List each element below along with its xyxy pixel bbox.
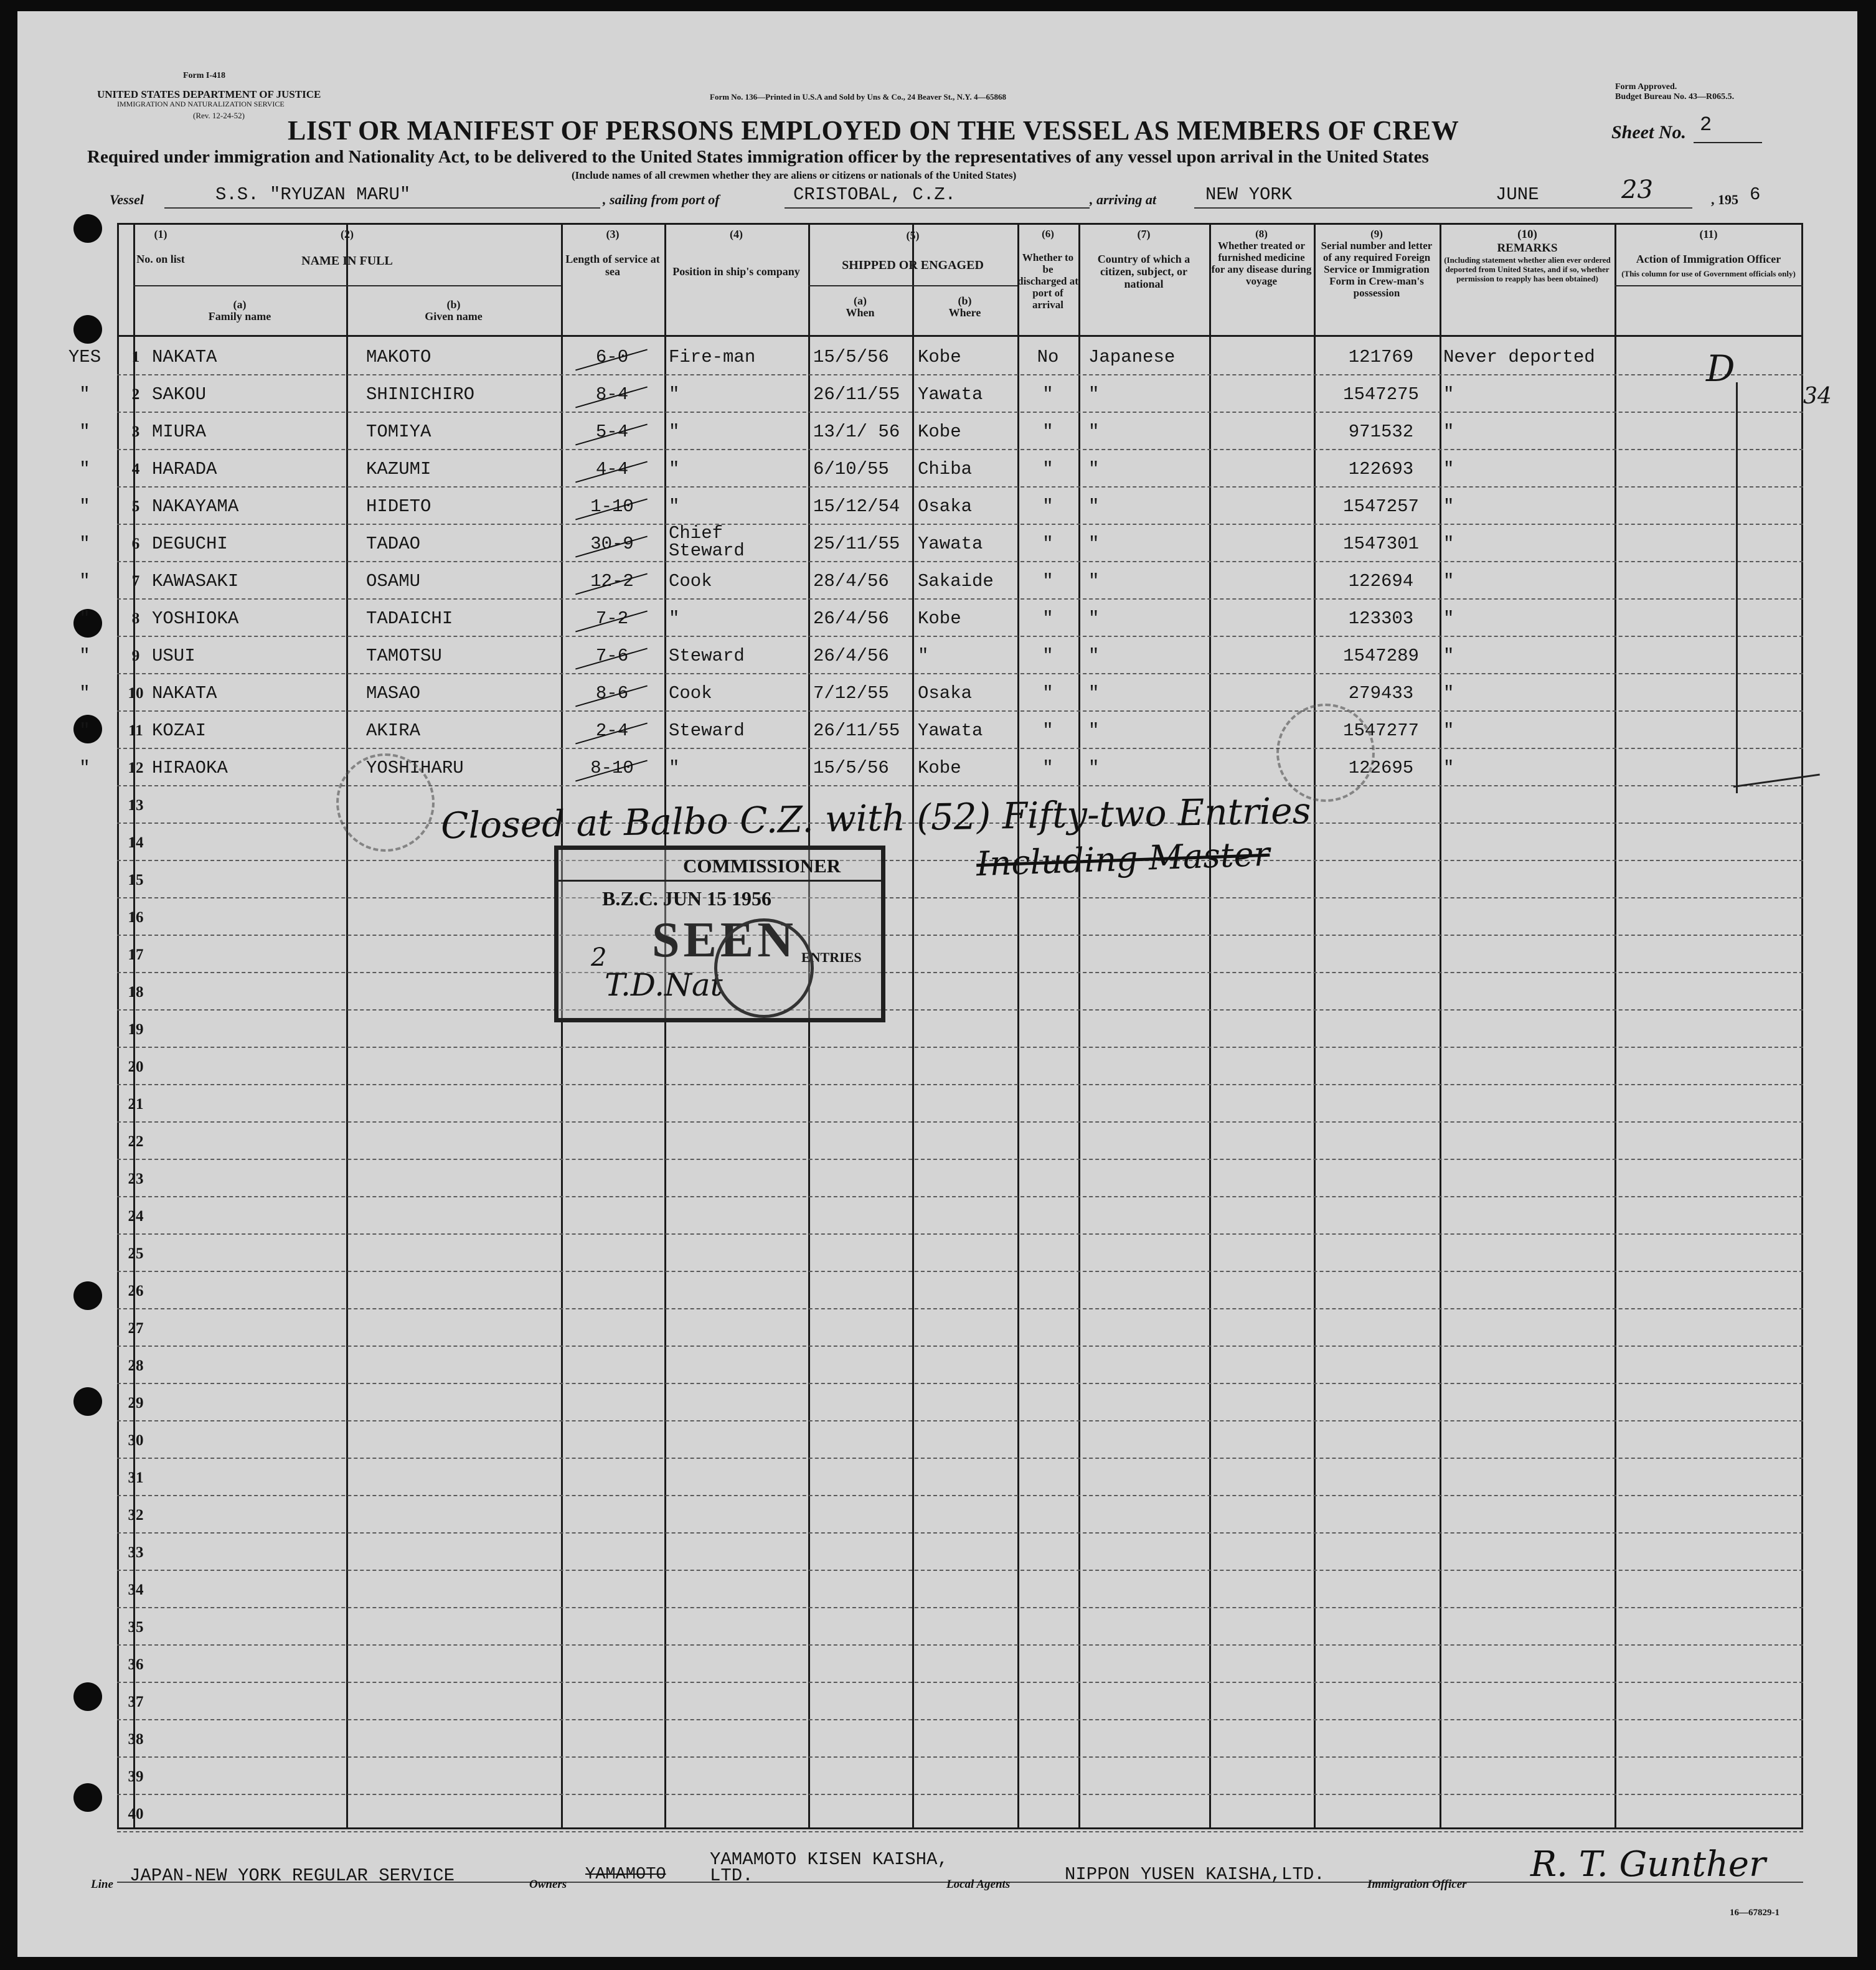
include-note: (Include names of all crewmen whether they are aliens or citizens or nationals of the United States) <box>572 169 1017 181</box>
discharge: " <box>1042 608 1053 629</box>
row-number: 22 <box>128 1133 144 1150</box>
family-name: DEGUCHI <box>152 534 228 554</box>
col-1-header: (1) No. on list <box>136 228 185 265</box>
shipped-where: Kobe <box>918 758 961 778</box>
row-divider <box>117 374 1803 375</box>
year-digit: 6 <box>1750 184 1761 205</box>
row-number: 6 <box>131 535 140 552</box>
service-length: 8-4 <box>595 384 629 405</box>
service-length: 7-6 <box>595 646 629 666</box>
serial-number: 122694 <box>1348 571 1414 591</box>
row-divider <box>117 1458 1803 1459</box>
discharge: " <box>1042 646 1053 666</box>
country: " <box>1088 534 1100 554</box>
serial-number: 122693 <box>1348 459 1414 479</box>
country: " <box>1088 422 1100 442</box>
country: " <box>1088 459 1100 479</box>
binder-hole <box>73 1682 102 1711</box>
position: Chief Steward <box>669 523 745 561</box>
discharge: " <box>1042 534 1053 554</box>
serial-number: 1547277 <box>1343 720 1419 741</box>
country: " <box>1088 683 1100 704</box>
serial-number: 279433 <box>1348 683 1414 704</box>
discharge: No <box>1037 347 1059 367</box>
row-number: 27 <box>128 1320 144 1337</box>
shipped-where: Osaka <box>918 683 973 704</box>
port-from: CRISTOBAL, C.Z. <box>793 184 956 205</box>
row-divider <box>117 1719 1803 1720</box>
serial-number: 123303 <box>1348 608 1414 629</box>
row-number: 5 <box>131 498 140 515</box>
remarks: " <box>1443 758 1454 778</box>
remarks: " <box>1443 571 1454 591</box>
row-number: 14 <box>128 834 144 851</box>
sheet-number: 2 <box>1700 113 1712 136</box>
service-length: 30-9 <box>590 534 634 554</box>
binder-hole <box>73 214 102 243</box>
shipped-where: Kobe <box>918 422 961 442</box>
row-number: 30 <box>128 1432 144 1449</box>
footer-line: JAPAN-NEW YORK REGULAR SERVICE <box>130 1865 455 1886</box>
col-11-header: (11) Action of Immigration Officer (This column for use of Government officials only) <box>1621 228 1796 278</box>
discharge: " <box>1042 459 1053 479</box>
yes-mark: " <box>79 459 90 479</box>
given-name: YOSHIHARU <box>366 758 464 778</box>
family-name: YOSHIOKA <box>152 608 239 629</box>
discharge: " <box>1042 720 1053 741</box>
serial-number: 1547289 <box>1343 646 1419 666</box>
row-number: 21 <box>128 1096 144 1113</box>
row-number: 1 <box>131 349 140 365</box>
yes-mark: " <box>79 646 90 666</box>
row-number: 25 <box>128 1245 144 1262</box>
serial-number: 971532 <box>1348 422 1414 442</box>
given-name: HIDETO <box>366 496 431 517</box>
arrival-day: 23 <box>1621 176 1653 204</box>
row-number: 35 <box>128 1619 144 1636</box>
country: " <box>1088 384 1100 405</box>
shipped-when: 26/11/55 <box>813 720 900 741</box>
col-5a-header: (a) When <box>846 295 875 319</box>
col-5b-header: (b) Where <box>948 295 981 319</box>
family-name: HIRAOKA <box>152 758 228 778</box>
remarks: " <box>1443 720 1454 741</box>
stamp-date: B.Z.C. JUN 15 1956 <box>602 887 772 910</box>
serial-number: 1547301 <box>1343 534 1419 554</box>
row-number: 28 <box>128 1357 144 1374</box>
row-divider <box>117 1831 1803 1832</box>
row-number: 13 <box>128 797 144 814</box>
row-divider <box>117 1271 1803 1272</box>
row-number: 9 <box>131 648 140 664</box>
family-name: MIURA <box>152 422 207 442</box>
discharge: " <box>1042 384 1053 405</box>
officer-signature: R. T. Gunther <box>1530 1844 1766 1885</box>
row-number: 11 <box>128 722 143 739</box>
row-number: 39 <box>128 1768 144 1785</box>
remarks: " <box>1443 534 1454 554</box>
row-number: 18 <box>128 984 144 1001</box>
shipped-where: Kobe <box>918 347 961 367</box>
row-divider <box>117 1570 1803 1571</box>
footer-owners: YAMAMOTO KISEN KAISHA, <box>710 1849 948 1870</box>
family-name: NAKAYAMA <box>152 496 239 517</box>
discharge: " <box>1042 422 1053 442</box>
remarks: " <box>1443 646 1454 666</box>
yes-mark: " <box>79 534 90 554</box>
yes-mark: " <box>79 758 90 778</box>
service-length: 5-4 <box>595 422 629 442</box>
serial-number: 1547275 <box>1343 384 1419 405</box>
row-divider <box>117 1794 1803 1795</box>
family-name: KOZAI <box>152 720 207 741</box>
row-number: 19 <box>128 1021 144 1038</box>
row-number: 29 <box>128 1395 144 1412</box>
row-divider <box>117 710 1803 712</box>
binder-hole <box>73 1387 102 1416</box>
given-name: MAKOTO <box>366 347 431 367</box>
given-name: TAMOTSU <box>366 646 442 666</box>
given-name: SHINICHIRO <box>366 384 475 405</box>
serial-number: 1547257 <box>1343 496 1419 517</box>
position: Steward <box>669 646 745 666</box>
position: " <box>669 496 680 517</box>
row-number: 3 <box>131 423 140 440</box>
position: Fire-man <box>669 347 756 367</box>
country: " <box>1088 571 1100 591</box>
row-number: 33 <box>128 1544 144 1561</box>
footer-owners-struck: YAMAMOTO <box>585 1865 666 1884</box>
col-2b-header: (b) Given name <box>425 298 483 323</box>
row-divider <box>117 972 1803 973</box>
col-9-header: (9) Serial number and letter of any required Foreign Service or Immigration Form in Crew-man's possession <box>1321 228 1433 299</box>
row-divider <box>117 1420 1803 1421</box>
family-name: KAWASAKI <box>152 571 239 591</box>
shipped-where: Yawata <box>918 534 983 554</box>
row-divider <box>117 1383 1803 1384</box>
given-name: TOMIYA <box>366 422 431 442</box>
form-number: Form I-418 <box>182 71 226 80</box>
row-divider <box>117 1644 1803 1646</box>
binder-hole <box>73 1783 102 1812</box>
row-number: 31 <box>128 1469 144 1486</box>
shipped-when: 15/5/56 <box>813 347 889 367</box>
shipped-where: Yawata <box>918 720 983 741</box>
vessel-label: Vessel <box>110 192 144 207</box>
sailing-label: , sailing from port of <box>603 192 720 207</box>
row-number: 8 <box>131 610 140 627</box>
footer-agents-label: Local Agents <box>946 1878 1011 1891</box>
service-length: 7-2 <box>595 608 629 629</box>
department: UNITED STATES DEPARTMENT OF JUSTICE <box>97 88 321 100</box>
yes-mark: " <box>79 720 90 741</box>
row-number: 15 <box>128 872 144 888</box>
shipped-where: Osaka <box>918 496 973 517</box>
faint-seal <box>1276 704 1375 802</box>
given-name: OSAMU <box>366 571 421 591</box>
officer-bracket-line <box>1736 382 1738 793</box>
binder-hole <box>73 1281 102 1310</box>
given-name: TADAICHI <box>366 608 453 629</box>
country: " <box>1088 758 1100 778</box>
serial-number: 121769 <box>1348 347 1414 367</box>
col-4-header: (4) Position in ship's company <box>672 228 800 278</box>
printer-note: Form No. 136—Printed in U.S.A and Sold by Uns & Co., 24 Beaver St., N.Y. 4—65868 <box>710 92 1006 101</box>
given-name: MASAO <box>366 683 421 704</box>
stamp-entries: ENTRIES <box>801 950 862 965</box>
given-name: KAZUMI <box>366 459 431 479</box>
yes-mark: " <box>79 608 90 629</box>
row-divider <box>117 748 1803 749</box>
footer-owners-label: Owners <box>529 1878 567 1891</box>
remarks: Never deported <box>1443 347 1595 367</box>
row-number: 40 <box>128 1806 144 1822</box>
row-number: 10 <box>128 685 144 702</box>
revision: (Rev. 12-24-52) <box>193 111 245 120</box>
form-subtitle: Required under immigration and Nationality Act, to be delivered to the United States immigration officer by the representatives of any vessel upon arrival in the United States <box>87 147 1429 167</box>
row-divider <box>117 1346 1803 1347</box>
footer-code: 16—67829-1 <box>1730 1908 1779 1918</box>
shipped-where: Yawata <box>918 384 983 405</box>
yes-mark: " <box>79 496 90 517</box>
col-3-header: (3) Length of service at sea <box>565 228 660 278</box>
shipped-when: 28/4/56 <box>813 571 889 591</box>
family-name: NAKATA <box>152 347 217 367</box>
service-length: 1-10 <box>590 496 634 517</box>
yes-mark: " <box>79 422 90 442</box>
service-length: 6-0 <box>595 347 629 367</box>
given-name: AKIRA <box>366 720 421 741</box>
row-number: 23 <box>128 1171 144 1187</box>
row-divider <box>117 636 1803 637</box>
shipped-when: 26/4/56 <box>813 608 889 629</box>
row-divider <box>117 1495 1803 1496</box>
shipped-when: 25/11/55 <box>813 534 900 554</box>
manifest-page <box>17 11 1857 1957</box>
officer-mark: D <box>1706 347 1735 390</box>
row-number: 24 <box>128 1208 144 1225</box>
col-2-number: (2) <box>341 228 354 240</box>
remarks: " <box>1443 459 1454 479</box>
yes-mark: " <box>79 571 90 591</box>
row-divider <box>117 524 1803 525</box>
position: " <box>669 422 680 442</box>
row-divider <box>117 1047 1803 1048</box>
discharge: " <box>1042 683 1053 704</box>
given-name: TADAO <box>366 534 421 554</box>
arriving-label: , arriving at <box>1090 192 1156 207</box>
form-approved: Form Approved. <box>1615 82 1677 92</box>
row-divider <box>117 673 1803 674</box>
col-7-header: (7) Country of which a citizen, subject, or national <box>1097 228 1190 290</box>
col-2a-header: (a) Family name <box>208 298 271 323</box>
row-divider <box>117 1121 1803 1123</box>
serial-number: 122695 <box>1348 758 1414 778</box>
col-8-header: (8) Whether treated or furnished medicine for any disease during voyage <box>1211 228 1312 287</box>
shipped-where: " <box>918 646 929 666</box>
sheet-label: Sheet No. <box>1611 122 1686 143</box>
commissioner-stamp <box>554 846 885 1022</box>
shipped-where: Kobe <box>918 608 961 629</box>
vessel-name: S.S. "RYUZAN MARU" <box>215 184 411 205</box>
position: " <box>669 459 680 479</box>
row-divider <box>117 860 1803 861</box>
family-name: SAKOU <box>152 384 207 405</box>
row-divider <box>117 1756 1803 1758</box>
position: Cook <box>669 683 712 704</box>
col-6-header: (6) Whether to be discharged at port of arrival <box>1017 228 1078 311</box>
row-divider <box>117 1607 1803 1608</box>
shipped-when: 15/12/54 <box>813 496 900 517</box>
service-length: 8-6 <box>595 683 629 704</box>
position: " <box>669 384 680 405</box>
row-number: 34 <box>128 1581 144 1598</box>
country: " <box>1088 608 1100 629</box>
family-name: HARADA <box>152 459 217 479</box>
arrival-month: JUNE <box>1496 184 1539 205</box>
row-number: 7 <box>131 573 140 590</box>
shipped-when: 26/4/56 <box>813 646 889 666</box>
service-length: 4-4 <box>595 459 629 479</box>
stamp-title: COMMISSIONER <box>683 855 841 877</box>
shipped-when: 15/5/56 <box>813 758 889 778</box>
shipped-when: 26/11/55 <box>813 384 900 405</box>
row-divider <box>117 1159 1803 1160</box>
family-name: USUI <box>152 646 196 666</box>
remarks: " <box>1443 496 1454 517</box>
year-prefix: , 195 <box>1711 192 1738 207</box>
country: " <box>1088 720 1100 741</box>
service-length: 12-2 <box>590 571 634 591</box>
row-divider <box>117 1084 1803 1085</box>
yes-mark: " <box>79 683 90 704</box>
col-5-header: (5) SHIPPED OR ENGAGED <box>842 229 984 272</box>
country: " <box>1088 496 1100 517</box>
stamp-count: 2 <box>591 943 607 972</box>
position: " <box>669 758 680 778</box>
row-divider <box>117 897 1803 898</box>
country: " <box>1088 646 1100 666</box>
remarks: " <box>1443 608 1454 629</box>
yes-mark: " <box>79 384 90 405</box>
stamp-seen: SEEN <box>652 913 797 968</box>
col-10-header: (10) REMARKS (Including statement whether alien ever ordered deported from United States, and if so, whether permission to reapply has been obtained) <box>1444 228 1611 283</box>
footer-owners-ltd: LTD. <box>710 1865 753 1886</box>
row-divider <box>117 1196 1803 1197</box>
closing-note-master: Including Master <box>976 834 1271 884</box>
row-divider <box>117 598 1803 600</box>
service: IMMIGRATION AND NATURALIZATION SERVICE <box>117 100 285 108</box>
row-divider <box>117 935 1803 936</box>
row-number: 20 <box>128 1058 144 1075</box>
remarks: " <box>1443 384 1454 405</box>
row-number: 38 <box>128 1731 144 1748</box>
row-divider <box>117 1009 1803 1011</box>
service-length: 8-10 <box>590 758 634 778</box>
row-number: 4 <box>131 461 140 478</box>
country: Japanese <box>1088 347 1176 367</box>
row-number: 17 <box>128 946 144 963</box>
row-number: 37 <box>128 1694 144 1710</box>
row-divider <box>117 412 1803 413</box>
row-number: 26 <box>128 1283 144 1299</box>
discharge: " <box>1042 758 1053 778</box>
shipped-when: 6/10/55 <box>813 459 889 479</box>
row-number: 32 <box>128 1507 144 1524</box>
footer-officer-label: Immigration Officer <box>1367 1878 1467 1891</box>
row-divider <box>117 486 1803 488</box>
position: Steward <box>669 720 745 741</box>
row-number: 12 <box>128 760 144 776</box>
port-to: NEW YORK <box>1205 184 1293 205</box>
row-number: 36 <box>128 1656 144 1673</box>
position: " <box>669 608 680 629</box>
row-number: 2 <box>131 386 140 403</box>
footer-agents: NIPPON YUSEN KAISHA,LTD. <box>1065 1864 1325 1885</box>
shipped-where: Sakaide <box>918 571 994 591</box>
budget-bureau: Budget Bureau No. 43—R065.5. <box>1615 92 1735 101</box>
service-length: 2-4 <box>595 720 629 741</box>
row-number: 16 <box>128 909 144 926</box>
footer-line-label: Line <box>91 1878 113 1891</box>
discharge: " <box>1042 496 1053 517</box>
stamp-initials: T.D.Nat <box>605 967 723 1003</box>
row-divider <box>117 1308 1803 1309</box>
row-divider <box>117 1682 1803 1683</box>
row-divider <box>117 1233 1803 1235</box>
margin-number: 34 <box>1803 384 1832 409</box>
shipped-when: 7/12/55 <box>813 683 889 704</box>
form-title: LIST OR MANIFEST OF PERSONS EMPLOYED ON THE VESSEL AS MEMBERS OF CREW <box>288 115 1459 146</box>
faint-seal <box>336 753 435 852</box>
family-name: NAKATA <box>152 683 217 704</box>
row-divider <box>117 449 1803 450</box>
position: Cook <box>669 571 712 591</box>
row-divider <box>117 1532 1803 1534</box>
binder-hole <box>73 315 102 344</box>
closing-note: Closed at Balbo C.Z. with (52) Fifty-two Entries <box>440 789 1311 847</box>
discharge: " <box>1042 571 1053 591</box>
row-divider <box>117 561 1803 562</box>
shipped-where: Chiba <box>918 459 973 479</box>
remarks: " <box>1443 683 1454 704</box>
yes-mark: YES <box>68 347 101 367</box>
shipped-when: 13/1/ 56 <box>813 422 900 442</box>
col-2-header: NAME IN FULL <box>301 254 393 268</box>
remarks: " <box>1443 422 1454 442</box>
